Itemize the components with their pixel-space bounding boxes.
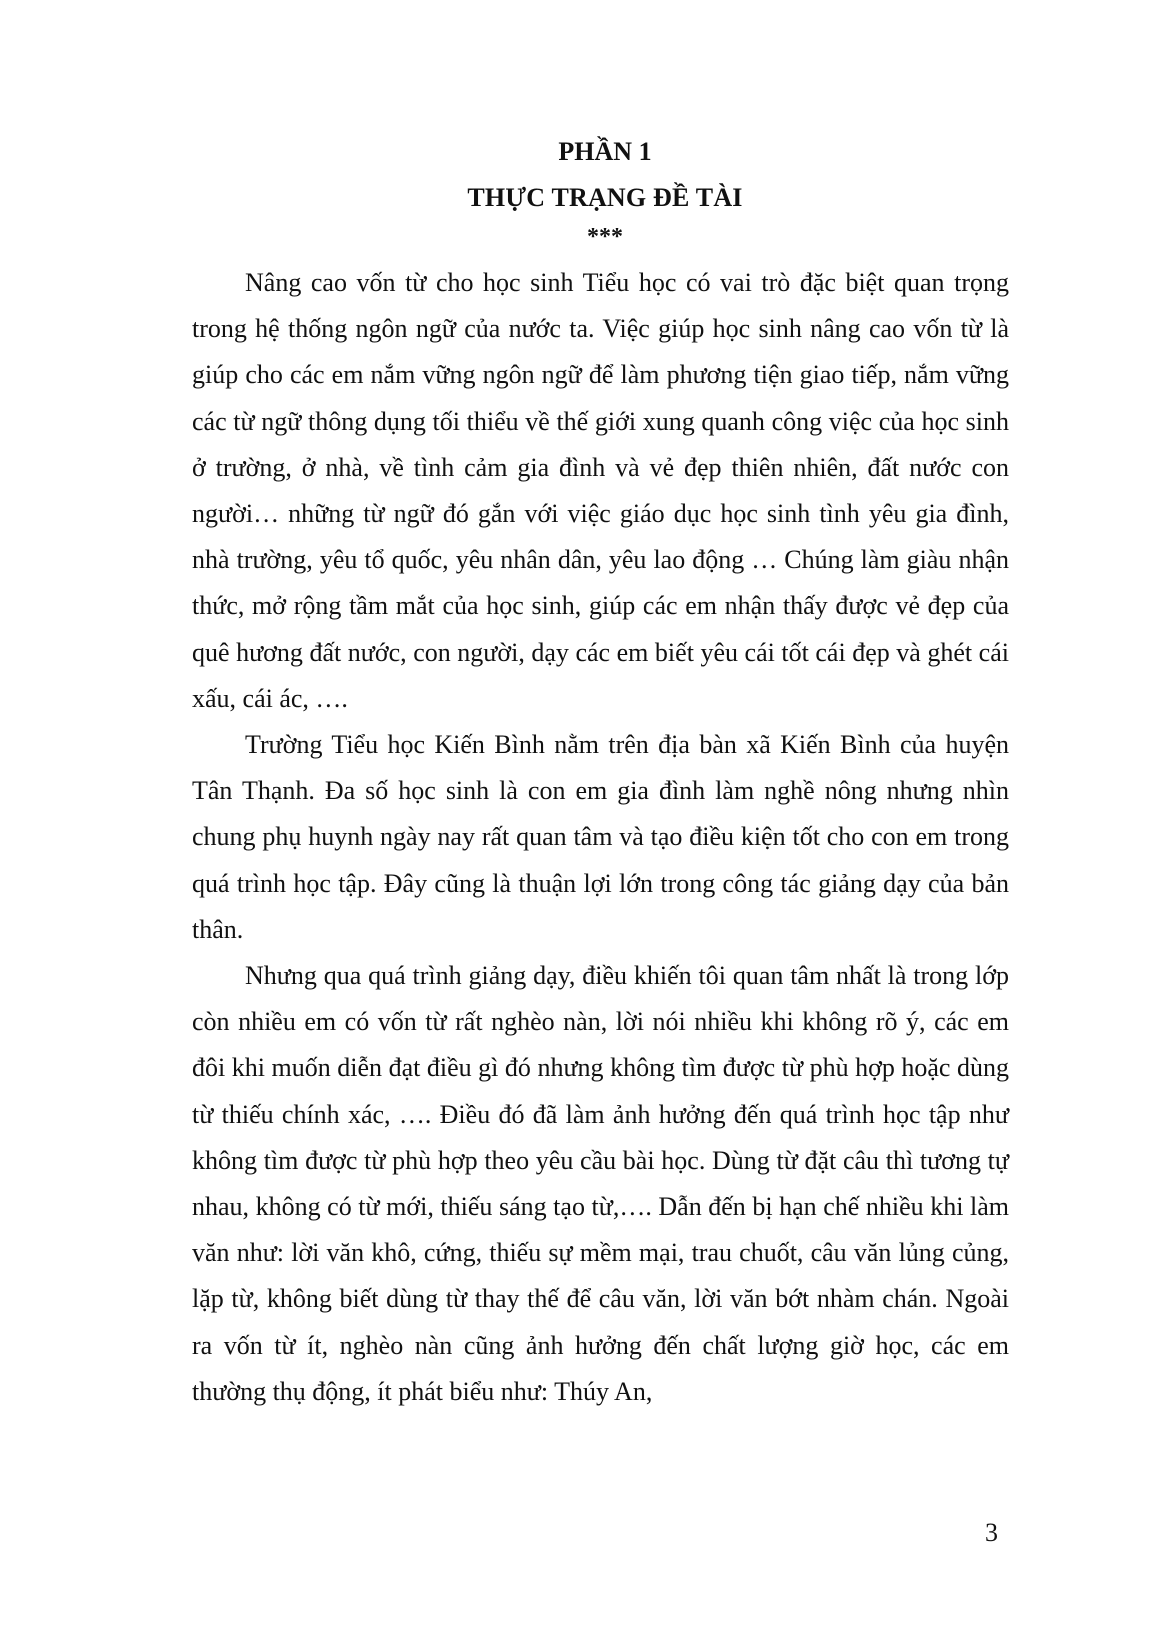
paragraph-3: Nhưng qua quá trình giảng dạy, điều khiến tôi quan tâm nhất là trong lớp còn nhiều em có vốn từ rất nghèo nàn, lời nói nhiều khi không rõ ý, các em đôi khi muốn diễn đạt điều gì đó nhưng không tìm được từ phù hợp hoặc dùng từ thiếu chính xác, …. Điều đó đã làm ảnh hưởng đến quá trình học tập như không tìm được từ phù hợp theo yêu cầu bài học. Dùng từ đặt câu thì tương tự nhau, không có từ mới, thiếu sáng tạo từ,…. Dẫn đến bị hạn chế nhiều khi làm văn như: lời văn khô, cứng, thiếu sự mềm mại, trau chuốt, câu văn lủng củng, lặp từ, không biết dùng từ thay thế để câu văn, lời văn bớt nhàm chán. Ngoài ra vốn từ ít, nghèo nàn cũng ảnh hưởng đến chất lượng giờ học, các em thường thụ động, ít phát biểu như: Thúy An, — [192, 961, 1009, 1406]
body-text — [192, 260, 1009, 1415]
section-title: THỰC TRẠNG ĐỀ TÀI — [467, 183, 743, 212]
part-heading: PHẦN 1 — [558, 137, 652, 166]
separator: *** — [587, 224, 623, 250]
paragraph-2: Trường Tiểu học Kiến Bình nằm trên địa bàn xã Kiến Bình của huyện Tân Thạnh. Đa số học sinh là con em gia đình làm nghề nông nhưng nhìn chung phụ huynh ngày nay rất quan tâm và tạo điều kiện tốt cho con em trong quá trình học tập. Đây cũng là thuận lợi lớn trong công tác giảng dạy của bản thân. — [192, 730, 1009, 944]
page-number: 3 — [985, 1518, 998, 1547]
paragraph-1: Nâng cao vốn từ cho học sinh Tiểu học có vai trò đặc biệt quan trọng trong hệ thống ngôn ngữ của nước ta. Việc giúp học sinh nâng cao vốn từ là giúp cho các em nắm vững ngôn ngữ để làm phương tiện giao tiếp, nắm vững các từ ngữ thông dụng tối thiểu về thế giới xung quanh công việc của học sinh ở trường, ở nhà, về tình cảm gia đình và vẻ đẹp thiên nhiên, đất nước con người… những từ ngữ đó gắn với việc giáo dục học sinh tình yêu gia đình, nhà trường, yêu tổ quốc, yêu nhân dân, yêu lao động … Chúng làm giàu nhận thức, mở rộng tầm mắt của học sinh, giúp các em nhận thấy được vẻ đẹp của quê hương đất nước, con người, dạy các em biết yêu cái tốt cái đẹp và ghét cái xấu, cái ác, …. — [192, 268, 1009, 713]
